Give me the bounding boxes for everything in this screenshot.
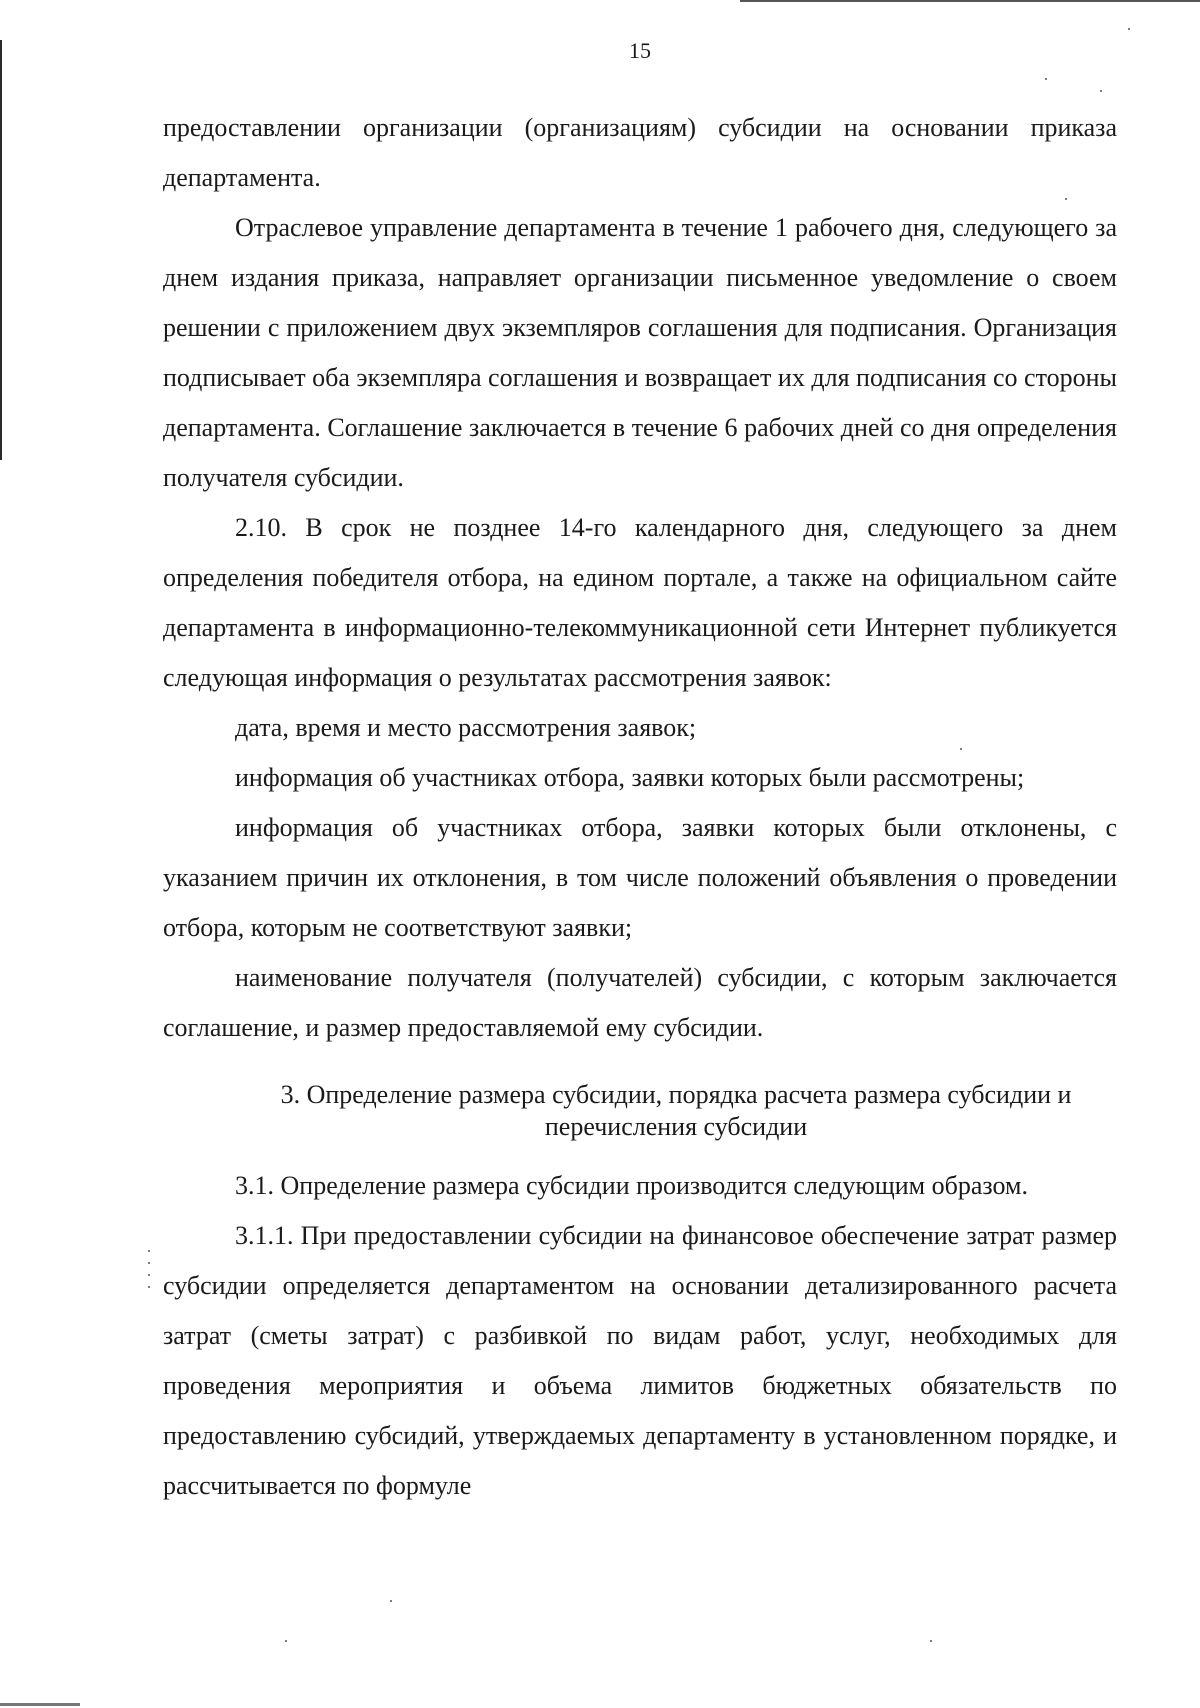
scan-edge-shadow [0,40,2,460]
page-number: 15 [629,38,651,63]
scan-speck [1045,78,1047,80]
scan-speck [285,1640,287,1642]
scan-bottom-line [0,1703,80,1706]
list-item-rejected: информация об участниках отбора, заявки которых были отклонены, с указанием причин их отклонения, в том числе положений объявления о проведении отбора, которым не соответствуют заявки; [163,813,1117,942]
scan-top-line [740,0,1200,2]
scan-speck [148,1274,150,1276]
heading-spacer [163,1143,1117,1161]
scan-speck [148,1250,150,1252]
list-item-reviewed: информация об участниках отбора, заявки которых были рассмотрены; [235,763,1025,792]
scan-speck [1128,28,1130,30]
paragraph-continuation: предоставлении организации (организациям) субсидии на основании приказа департамента. [163,113,1117,192]
paragraph-notification: Отраслевое управление департамента в течение 1 рабочего дня, следующего за днем издания приказа, направляет организации письменное уведомление о своем решении с приложением двух экземпляров соглашения для подписания. Организация подписывает оба экземпляра соглашения и возвращает их для подписания со стороны департамента. Соглашение заключается в течение 6 рабочих дней со дня определения получателя субсидии. [163,213,1117,492]
scan-speck [390,1600,392,1602]
scan-speck [930,1640,932,1642]
section-heading-line: перечисления субсидии [544,1112,808,1141]
list-item-date: дата, время и место рассмотрения заявок; [235,713,697,742]
paragraph-3-1: 3.1. Определение размера субсидии производится следующим образом. [235,1171,1028,1200]
scan-speck [1100,90,1102,92]
scan-speck [148,1262,150,1264]
paragraph-2-10: 2.10. В срок не позднее 14-го календарного дня, следующего за днем определения победителя отбора, на едином портале, а также на официальном сайте департамента в информационно-телекоммуникационной сети Интернет публикуется следующая информация о результатах рассмотрения заявок: [163,513,1117,692]
paragraph-3-1-1: 3.1.1. При предоставлении субсидии на финансовое обеспечение затрат размер субсидии определяется департаментом на основании детализированного расчета затрат (сметы затрат) с разбивкой по видам работ, услуг, необходимых для проведения мероприятия и объема лимитов бюджетных обязательств по предоставлению субсидий, утверждаемых департаменту в установленном порядке, и рассчитывается по формуле [163,1221,1117,1500]
list-item-recipient: наименование получателя (получателей) субсидии, с которым заключается соглашение, и размер предоставляемой ему субсидии. [163,963,1117,1042]
section-spacer [163,1053,1117,1079]
section-heading-line: 3. Определение размера субсидии, порядка расчета размера субсидии и [280,1080,1072,1109]
document-body [163,103,1117,1511]
scan-speck [148,1286,150,1288]
section-3-heading [163,1079,1117,1143]
